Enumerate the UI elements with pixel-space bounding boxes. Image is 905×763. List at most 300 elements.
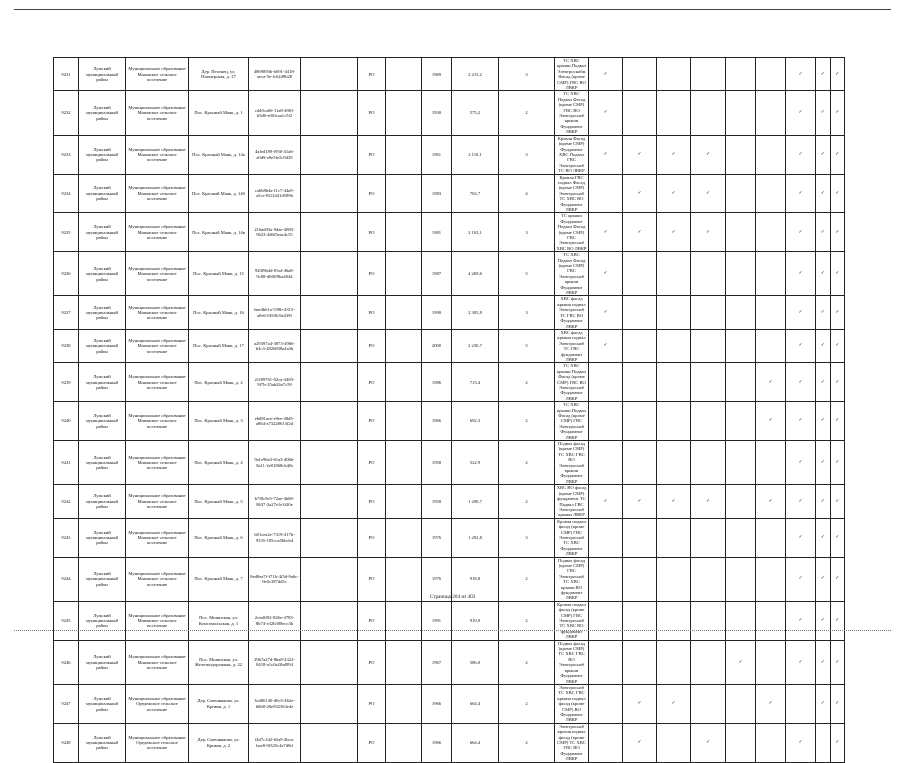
row-number: 9240 [54,402,79,441]
empty-cell [756,91,786,135]
district-cell: Лужский муниципальный район [79,601,126,640]
works-description-cell: ТС ХВС крыши Подвал Фасад (кроме СМР) ГВС ВО Электроснаб Фундамент ЛВКР [555,363,589,402]
build-year-cell: 1966 [422,402,452,441]
total-area-cell: 2 110,1 [452,135,499,174]
ownership-code-cell: РО [358,135,386,174]
empty-cell [756,58,786,91]
row-number: 9237 [54,296,79,329]
checkmark-icon: ✓ [691,213,726,252]
checkmark-icon: ✓ [816,402,831,441]
checkmark-icon: ✓ [691,485,726,518]
floors-cell: 5 [499,329,555,362]
row-number: 9234 [54,174,79,213]
empty-cell [726,518,756,557]
row-number: 9244 [54,557,79,601]
checkmark-icon: ✓ [786,402,816,441]
floors-cell: 2 [499,402,555,441]
table-row [54,329,845,362]
row-number: 9247 [54,684,79,723]
empty-cell [657,296,691,329]
empty-cell [386,58,422,91]
checkmark-icon: ✓ [589,296,623,329]
total-area-cell: 2 102,1 [452,213,499,252]
empty-cell [301,58,358,91]
empty-cell [589,441,623,485]
settlement-cell: Муниципальное образование Мшинское сельское поселение [126,213,189,252]
empty-cell [301,296,358,329]
building-guid-cell: 29b7a27d-8ba8-4322-8418-a1c0a2fbd994 [249,640,301,684]
checkmark-icon: ✓ [756,684,786,723]
empty-cell [726,91,756,135]
empty-cell [756,640,786,684]
total-area-cell: 702,7 [452,174,499,213]
district-cell: Лужский муниципальный район [79,296,126,329]
floors-cell: 2 [499,363,555,402]
ownership-code-cell: РО [358,402,386,441]
empty-cell [726,213,756,252]
total-area-cell: 1 290,7 [452,485,499,518]
works-description-cell: Электроснаб кровля подвал фасад (кроме СМР) ТС ХВС ГВС ВО Фундамент ЛВКР [555,723,589,762]
empty-cell [589,640,623,684]
build-year-cell: 1930 [422,91,452,135]
empty-cell [623,441,657,485]
address-cell: Пос. Красный Маяк, д. 4 [189,441,249,485]
checkmark-icon: ✓ [786,296,816,329]
empty-cell [386,723,422,762]
district-cell: Лужский муниципальный район [79,329,126,362]
total-area-cell: 2 305,8 [452,296,499,329]
ownership-code-cell: РО [358,58,386,91]
building-guid-cell: cd40ca66-11a8-49f0-b5d6-e0f0caa1c5f2 [249,91,301,135]
building-guid-cell: 8ed8ea7f-f71b-4f3d-9a6c-0e0c387dd5c [249,557,301,601]
checkmark-icon: ✓ [623,723,657,762]
settlement-cell: Муниципальное образование Мшинское сельское поселение [126,329,189,362]
settlement-cell: Муниципальное образование Мшинское сельское поселение [126,441,189,485]
row-number: 9239 [54,363,79,402]
empty-cell [726,135,756,174]
checkmark-icon: ✓ [816,329,831,362]
checkmark-icon: ✓ [830,684,845,723]
row-number: 9246 [54,640,79,684]
build-year-cell: 1976 [422,518,452,557]
checkmark-icon: ✓ [623,174,657,213]
address-cell: Пос. Красный Маяк, д. 14в [189,213,249,252]
checkmark-icon: ✓ [786,363,816,402]
empty-cell [301,174,358,213]
empty-cell [756,174,786,213]
empty-cell [657,91,691,135]
checkmark-icon: ✓ [816,441,831,485]
ownership-code-cell: РО [358,485,386,518]
address-cell: Пос. Красный Маяк, д. 2 [189,363,249,402]
checkmark-icon: ✓ [830,174,845,213]
address-cell: Пос. Красный Маяк, д. 14а [189,135,249,174]
floors-cell: 3 [499,213,555,252]
row-number: 9232 [54,91,79,135]
works-description-cell: Кровля подвал фасад (кроме СМР) ГВС Электроснаб ТС ХВС Фундамент ЛВКР [555,518,589,557]
empty-cell [726,402,756,441]
empty-cell [386,485,422,518]
checkmark-icon: ✓ [830,485,845,518]
checkmark-icon: ✓ [786,329,816,362]
row-number: 9231 [54,58,79,91]
empty-cell [691,252,726,296]
total-area-cell: 2 215,2 [452,58,499,91]
checkmark-icon: ✓ [589,213,623,252]
district-cell: Лужский муниципальный район [79,135,126,174]
empty-cell [657,640,691,684]
settlement-cell: Муниципальное образование Мшинское сельское поселение [126,363,189,402]
empty-cell [301,329,358,362]
district-cell: Лужский муниципальный район [79,363,126,402]
checkmark-icon: ✓ [786,640,816,684]
empty-cell [386,640,422,684]
checkmark-icon: ✓ [830,723,845,762]
settlement-cell: Муниципальное образование Мшинское сельское поселение [126,252,189,296]
floors-cell: 2 [499,601,555,640]
checkmark-icon: ✓ [786,91,816,135]
checkmark-icon: ✓ [830,135,845,174]
checkmark-icon: ✓ [830,91,845,135]
address-cell: Дер. Смешнякова, ул. Кривая, д. 1 [189,684,249,723]
floors-cell: 2 [499,640,555,684]
table-row [54,296,845,329]
table-row [54,135,845,174]
checkmark-icon: ✓ [691,135,726,174]
row-number: 9242 [54,485,79,518]
empty-cell [623,601,657,640]
district-cell: Лужский муниципальный район [79,213,126,252]
empty-cell [386,684,422,723]
total-area-cell: 575,2 [452,91,499,135]
works-description-cell: Кровля Фасад (кроме СМР) Фундамент ХВС Подвал ГВС Электроснаб ТС ВО ЛВКР [555,135,589,174]
works-description-cell: Кровля ГВС подвал Фасад (кроме СМР) Электроснаб ТС ХВС ВО Фундамент ЛВКР [555,174,589,213]
checkmark-icon: ✓ [830,58,845,91]
checkmark-icon: ✓ [786,557,816,601]
settlement-cell: Муниципальное образование Мшинское сельское поселение [126,518,189,557]
checkmark-icon: ✓ [786,518,816,557]
empty-cell [589,518,623,557]
address-cell: Дер. Смешнякова, ул. Кривая, д. 2 [189,723,249,762]
empty-cell [657,58,691,91]
table-row [54,485,845,518]
empty-cell [657,252,691,296]
table-row [54,518,845,557]
empty-cell [657,402,691,441]
district-cell: Лужский муниципальный район [79,557,126,601]
ownership-code-cell: РО [358,601,386,640]
build-year-cell: 1969 [422,58,452,91]
total-area-cell: 918,8 [452,557,499,601]
total-area-cell: 664,4 [452,684,499,723]
district-cell: Лужский муниципальный район [79,174,126,213]
build-year-cell: 1991 [422,601,452,640]
table-row [54,363,845,402]
building-guid-cell: 4869893b-b091-4418-aeca-5e-fc62d9b28 [249,58,301,91]
empty-cell [726,684,756,723]
empty-cell [657,441,691,485]
checkmark-icon: ✓ [830,557,845,601]
empty-cell [386,296,422,329]
empty-cell [691,329,726,362]
settlement-cell: Муниципальное образование Мшинское сельское поселение [126,640,189,684]
ownership-code-cell: РО [358,557,386,601]
works-description-cell: Подвал фасад (кроме СМР) ТС ХВС ГВС ВО Электроснаб крыши Фундамент ЛВКР [555,640,589,684]
checkmark-icon: ✓ [816,252,831,296]
empty-cell [657,601,691,640]
floors-cell: 2 [499,441,555,485]
address-cell: Пос. Красный Маяк, д. 16 [189,296,249,329]
build-year-cell: 1958 [422,485,452,518]
empty-cell [301,252,358,296]
settlement-cell: Муниципальное образование Оредежское сельское поселение [126,684,189,723]
checkmark-icon: ✓ [786,601,816,640]
address-cell: Пос. Красный Маяк, д. 15 [189,252,249,296]
empty-cell [589,684,623,723]
checkmark-icon: ✓ [589,329,623,362]
empty-cell [301,723,358,762]
district-cell: Лужский муниципальный район [79,518,126,557]
empty-cell [386,601,422,640]
table-row [54,402,845,441]
build-year-cell: 1966 [422,723,452,762]
address-cell: Пос. Красный Маяк, д. 6 [189,518,249,557]
empty-cell [301,601,358,640]
checkmark-icon: ✓ [786,252,816,296]
building-guid-cell: 9a1e96a3-61a3-406b-8a11-2e01868cb4fb [249,441,301,485]
row-number: 9233 [54,135,79,174]
ownership-code-cell: РО [358,441,386,485]
checkmark-icon: ✓ [657,174,691,213]
empty-cell [691,518,726,557]
ownership-code-cell: РО [358,363,386,402]
checkmark-icon: ✓ [623,485,657,518]
settlement-cell: Муниципальное образование Мшинское сельское поселение [126,402,189,441]
page-footer: Страница 204 из 403 [429,594,476,600]
checkmark-icon: ✓ [623,135,657,174]
empty-cell [756,329,786,362]
settlement-cell: Муниципальное образование Оредежское сельское поселение [126,723,189,762]
empty-cell [623,363,657,402]
checkmark-icon: ✓ [816,135,831,174]
empty-cell [726,329,756,362]
checkmark-icon: ✓ [816,363,831,402]
district-cell: Лужский муниципальный район [79,723,126,762]
checkmark-icon: ✓ [786,485,816,518]
row-number: 9236 [54,252,79,296]
table-row [54,640,845,684]
empty-cell [691,58,726,91]
build-year-cell: 1967 [422,640,452,684]
address-cell: Пос. Мшинская, ул. Железнодорожная, д. 22 [189,640,249,684]
address-cell: Пос. Красный Маяк, д. 7 [189,557,249,601]
settlement-cell: Муниципальное образование Мшинское сельское поселение [126,58,189,91]
ownership-code-cell: РО [358,296,386,329]
checkmark-icon: ✓ [816,485,831,518]
empty-cell [623,518,657,557]
building-guid-cell: b01cea2e-7319-417b-9335-185cca56bcb4 [249,518,301,557]
checkmark-icon: ✓ [830,296,845,329]
building-guid-cell: eb081ace-e9ee-48d5-a864-a73228613f2d [249,402,301,441]
district-cell: Лужский муниципальный район [79,402,126,441]
row-number: 9241 [54,441,79,485]
building-guid-cell: f4d7c1d2-b5a9-4bca-bae8-0f325c4e7d8d [249,723,301,762]
empty-cell [386,252,422,296]
building-guid-cell: ca6b8b4a-f1c7-44a9-a5ce-8f12441d589b [249,174,301,213]
checkmark-icon: ✓ [816,601,831,640]
row-number: 9238 [54,329,79,362]
empty-cell [657,723,691,762]
floors-cell: 5 [499,252,555,296]
top-border-line [14,9,891,10]
table-row [54,441,845,485]
settlement-cell: Муниципальное образование Мшинское сельское поселение [126,296,189,329]
district-cell: Лужский муниципальный район [79,441,126,485]
build-year-cell: 1986 [422,363,452,402]
district-cell: Лужский муниципальный район [79,252,126,296]
floors-cell: 2 [499,557,555,601]
empty-cell [726,723,756,762]
row-number: 9245 [54,601,79,640]
building-guid-cell: 21f89761-02ca-4483-9f7b-25ab26a7c59 [249,363,301,402]
building-guid-cell: a29397a4-3873-4966-b3c3-4826838a4a3b [249,329,301,362]
empty-cell [691,363,726,402]
total-area-cell: 1 292,8 [452,518,499,557]
works-description-cell: ТС ХВС Подвал Фасад (кроме СМР) ГВС ВО Электроснаб крыши Фундамент ЛВКР [555,91,589,135]
empty-cell [386,91,422,135]
works-description-cell: ХВС фасад крыши подвал Электроснаб ТС ГВС ВО Фундамент ЛВКР [555,296,589,329]
total-area-cell: 910,9 [452,601,499,640]
empty-cell [726,601,756,640]
address-cell: Пос. Красный Маяк, д. 3 [189,402,249,441]
checkmark-icon: ✓ [830,601,845,640]
empty-cell [589,174,623,213]
empty-cell [589,363,623,402]
empty-cell [301,441,358,485]
checkmark-icon: ✓ [830,213,845,252]
settlement-cell: Муниципальное образование Мшинское сельское поселение [126,135,189,174]
ownership-code-cell: РО [358,518,386,557]
checkmark-icon: ✓ [786,213,816,252]
checkmark-icon: ✓ [756,363,786,402]
empty-cell [623,329,657,362]
works-description-cell: ХВС ВО фасад (кроме СМР) фундамент ТС Подвал ГВС Электроснаб крыши ЛВКР [555,485,589,518]
empty-cell [691,402,726,441]
empty-cell [726,296,756,329]
build-year-cell: 1983 [422,174,452,213]
build-year-cell: 1958 [422,441,452,485]
ownership-code-cell: РО [358,329,386,362]
row-number: 9248 [54,723,79,762]
empty-cell [691,91,726,135]
ownership-code-cell: РО [358,723,386,762]
empty-cell [726,441,756,485]
checkmark-icon: ✓ [623,684,657,723]
build-year-cell: 1987 [422,252,452,296]
empty-cell [623,91,657,135]
empty-cell [691,684,726,723]
empty-cell [756,135,786,174]
checkmark-icon: ✓ [786,58,816,91]
total-area-cell: 522,9 [452,441,499,485]
empty-cell [816,723,831,762]
empty-cell [726,58,756,91]
settlement-cell: Муниципальное образование Мшинское сельское поселение [126,91,189,135]
empty-cell [726,174,756,213]
checkmark-icon: ✓ [691,723,726,762]
empty-cell [589,723,623,762]
table-row [54,58,845,91]
checkmark-icon: ✓ [657,485,691,518]
empty-cell [386,174,422,213]
register-table-body [54,58,845,763]
checkmark-icon: ✓ [589,91,623,135]
checkmark-icon: ✓ [830,441,845,485]
empty-cell [623,58,657,91]
empty-cell [623,402,657,441]
checkmark-icon: ✓ [830,252,845,296]
checkmark-icon: ✓ [816,296,831,329]
checkmark-icon: ✓ [830,402,845,441]
works-description-cell: Электроснаб ТС ХВС ГВС крыши подвал фасад (кроме СМР) ВО Фундамент ЛВКР [555,684,589,723]
floors-cell: 2 [499,723,555,762]
build-year-cell: 1976 [422,557,452,601]
empty-cell [386,518,422,557]
table-row [54,91,845,135]
floors-cell: 3 [499,135,555,174]
empty-cell [386,363,422,402]
checkmark-icon: ✓ [786,135,816,174]
works-description-cell: ТС ХВС Подвал Фасад (кроме СМР) ГВС Электроснаб крыши Фундамент ЛВКР [555,252,589,296]
build-year-cell: 1961 [422,135,452,174]
checkmark-icon: ✓ [816,174,831,213]
checkmark-icon: ✓ [657,135,691,174]
checkmark-icon: ✓ [623,213,657,252]
checkmark-icon: ✓ [786,441,816,485]
empty-cell [691,441,726,485]
empty-cell [589,601,623,640]
address-cell: Пос. Красный Маяк, д. 1 [189,91,249,135]
ownership-code-cell: РО [358,684,386,723]
total-area-cell: 4 269,6 [452,252,499,296]
empty-cell [726,252,756,296]
floors-cell: 2 [499,91,555,135]
table-row [54,684,845,723]
empty-cell [386,213,422,252]
works-description-cell: Кровля подвал фасад (кроме СМР) ГВС Электроснаб ТС ХВС ВО фундамент ЛВКР [555,601,589,640]
empty-cell [301,518,358,557]
settlement-cell: Муниципальное образование Мшинское сельское поселение [126,557,189,601]
checkmark-icon: ✓ [816,213,831,252]
empty-cell [301,91,358,135]
building-guid-cell: b7f0c9e5-72ae-4b68-8637-2a27e1e3f20e [249,485,301,518]
build-year-cell: 1966 [422,684,452,723]
works-description-cell: ХВС фасад крыши подвал Электроснаб ТС ГВС фундамент ЛВКР [555,329,589,362]
checkmark-icon: ✓ [830,640,845,684]
empty-cell [756,723,786,762]
checkmark-icon: ✓ [589,58,623,91]
district-cell: Лужский муниципальный район [79,640,126,684]
floors-cell: 3 [499,518,555,557]
address-cell: Пос. Мшинская, ул. Комсомольская, д. 1 [189,601,249,640]
building-guid-cell: bae4b61a-539b-4315-a0e6-0f5f0c9a439f [249,296,301,329]
building-guid-cell: 2cea8f92-826e-4783-8b74-e32b308ecc3b [249,601,301,640]
checkmark-icon: ✓ [786,723,816,762]
building-guid-cell: 4afed189-f930-41a6-a0d9-e0e5fe5c9d29 [249,135,301,174]
empty-cell [301,402,358,441]
empty-cell [589,402,623,441]
checkmark-icon: ✓ [691,174,726,213]
